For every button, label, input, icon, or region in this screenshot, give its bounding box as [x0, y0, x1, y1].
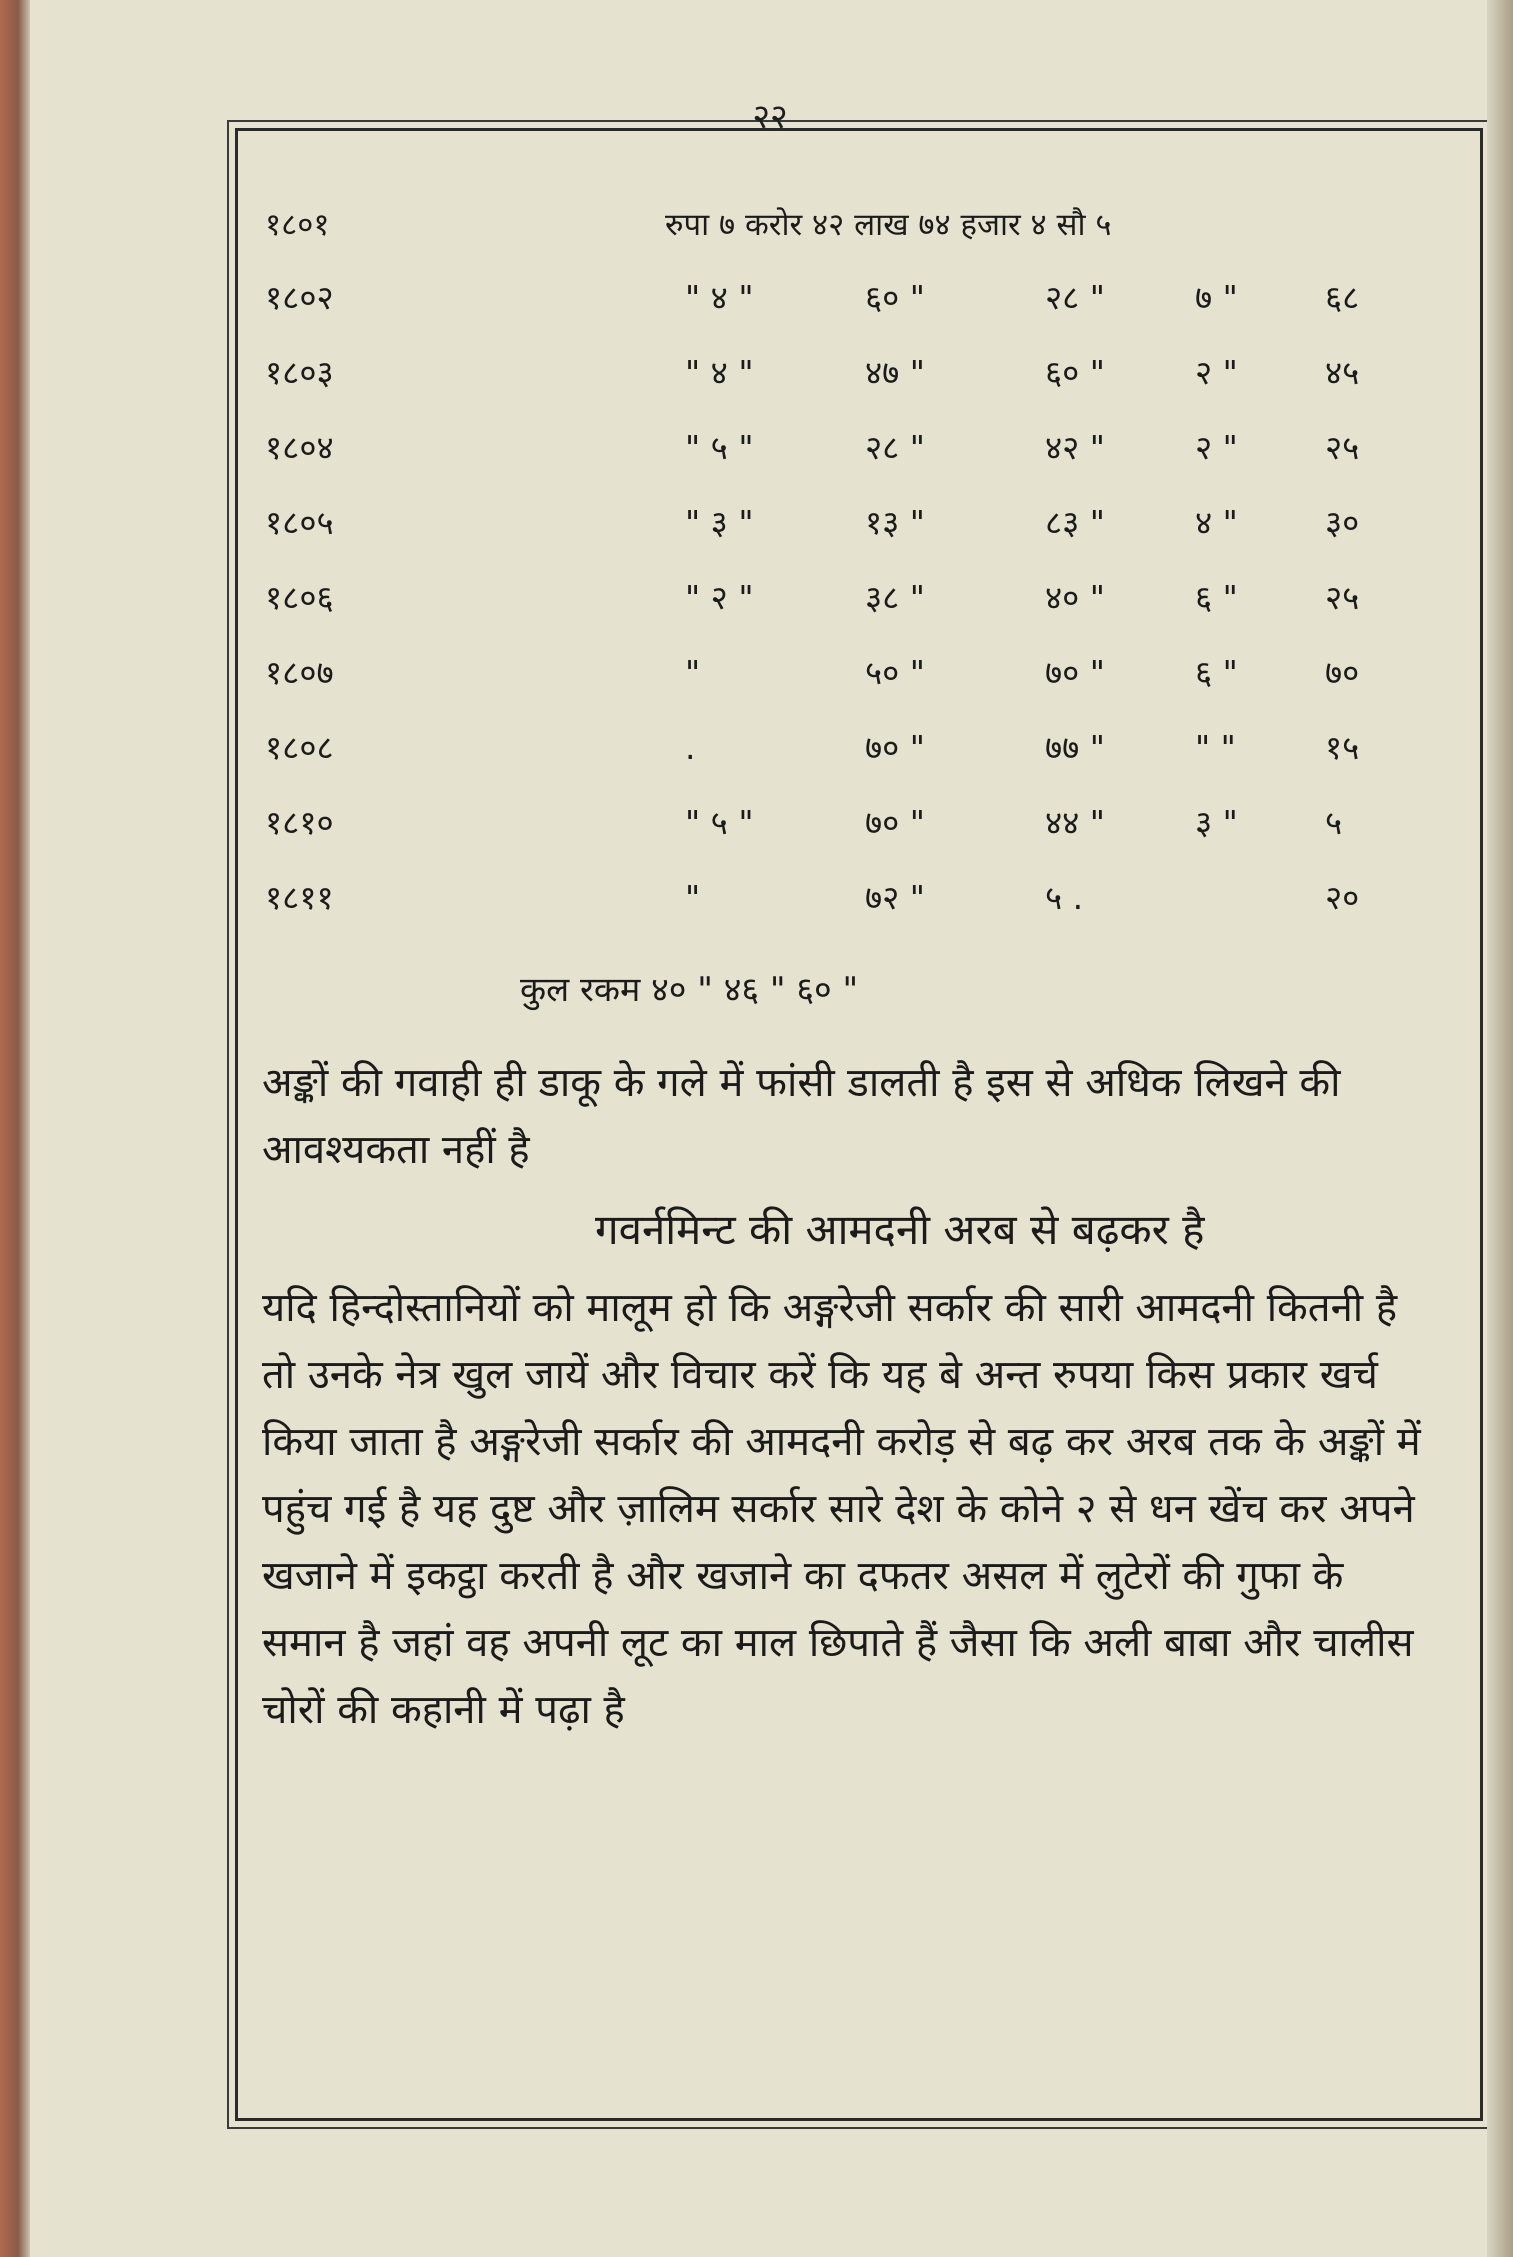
- section-heading: गवर्नमिन्ट की आमदनी अरब से बढ़कर है: [595, 1205, 1205, 1254]
- table-header-row: [265, 190, 1415, 260]
- table-crore-cell: ": [685, 878, 701, 917]
- table-rs-cell: ६८: [1325, 278, 1360, 317]
- table-crore-cell: ": [685, 653, 701, 692]
- table-sau-cell: २ ": [1195, 428, 1238, 467]
- table-rs-cell: ३०: [1325, 503, 1360, 542]
- table-hazar-cell: ६० ": [1045, 353, 1105, 392]
- table-row: [265, 563, 1415, 633]
- table-crore-cell: " ४ ": [685, 353, 754, 392]
- table-lakh-cell: ६० ": [865, 278, 925, 317]
- table-sau-cell: २ ": [1195, 353, 1238, 392]
- table-crore-cell: .: [685, 728, 696, 767]
- table-total-row: कुल रकम ४० " ४६ " ६० ": [520, 970, 859, 1010]
- page-edge-right: [1487, 0, 1513, 2257]
- table-row: [265, 263, 1415, 333]
- table-year-cell: १८०२: [265, 278, 334, 317]
- table-sau-cell: ४ ": [1195, 503, 1238, 542]
- paragraph-body: यदि हिन्दोस्तानियों को मालूम हो कि अङ्गरेजी सर्कार की सारी आमदनी कितनी है तो उनके नेत्र खुल जायें और विचार करें कि यह बे अन्त रुपया किस प्रकार खर्च किया जाता है अङ्गरेजी सर्कार की आमदनी करोड़ से बढ़ कर अरब तक के अङ्कों में पहुंच गई है यह दुष्ट और ज़ालिम सर्कार सारे देश के कोने २ से धन खेंच कर अपने खजाने में इकट्ठा करती है और खजाने का दफतर असल में लुटेरों की गुफा के समान है जहां वह अपनी लूट का माल छिपाते हैं जैसा कि अली बाबा और चालीस चोरों की कहानी में पढ़ा है: [262, 1285, 1421, 1733]
- table-crore-cell: " २ ": [685, 578, 754, 617]
- table-year-cell: १८०३: [265, 353, 334, 392]
- table-hazar-cell: ४४ ": [1045, 803, 1105, 842]
- table-lakh-cell: ७२ ": [865, 878, 925, 917]
- table-rs-cell: ४५: [1325, 353, 1360, 392]
- table-row: [265, 338, 1415, 408]
- table-hazar-cell: २८ ": [1045, 278, 1105, 317]
- table-lakh-cell: १३ ": [865, 503, 925, 542]
- table-hazar-cell: ७० ": [1045, 653, 1105, 692]
- table-year-cell: १८०१: [265, 207, 330, 243]
- table-crore-cell: " ५ ": [685, 803, 754, 842]
- table-lakh-cell: ४७ ": [865, 353, 925, 392]
- paragraph-intro: अङ्कों की गवाही ही डाकू के गले में फांसी डालती है इस से अधिक लिखने की आवश्यकता नहीं है: [262, 1060, 1341, 1173]
- page-edge-left: [0, 0, 30, 2257]
- table-rs-cell: ७०: [1325, 653, 1360, 692]
- table-year-cell: १८०८: [265, 728, 334, 767]
- table-year-cell: १८०७: [265, 653, 334, 692]
- table-crore-cell: " ४ ": [685, 278, 754, 317]
- table-header-text: रुपा ७ करोर ४२ लाख ७४ हजार ४ सौ ५: [665, 207, 1112, 243]
- table-sau-cell: ७ ": [1195, 278, 1238, 317]
- table-lakh-cell: ७० ": [865, 803, 925, 842]
- table-year-cell: १८०६: [265, 578, 334, 617]
- table-row: [265, 413, 1415, 483]
- table-sau-cell: ६ ": [1195, 578, 1238, 617]
- table-hazar-cell: ७७ ": [1045, 728, 1105, 767]
- table-row: [265, 713, 1415, 783]
- table-rs-cell: २०: [1325, 878, 1360, 917]
- table-lakh-cell: ७० ": [865, 728, 925, 767]
- table-crore-cell: " ३ ": [685, 503, 754, 542]
- table-rs-cell: १५: [1325, 728, 1360, 767]
- table-sau-cell: ३ ": [1195, 803, 1238, 842]
- table-rs-cell: २५: [1325, 578, 1360, 617]
- page-number: २२: [752, 97, 788, 137]
- table-rs-cell: ५: [1325, 803, 1343, 842]
- table-lakh-cell: २८ ": [865, 428, 925, 467]
- table-year-cell: १८०४: [265, 428, 334, 467]
- table-row: [265, 788, 1415, 858]
- table-row: [265, 863, 1415, 933]
- table-row: [265, 488, 1415, 558]
- table-lakh-cell: ५० ": [865, 653, 925, 692]
- table-year-cell: १८०५: [265, 503, 334, 542]
- table-crore-cell: " ५ ": [685, 428, 754, 467]
- table-hazar-cell: ५ .: [1045, 878, 1084, 917]
- table-hazar-cell: ४२ ": [1045, 428, 1105, 467]
- table-year-cell: १८१०: [265, 803, 334, 842]
- table-rs-cell: २५: [1325, 428, 1360, 467]
- table-lakh-cell: ३८ ": [865, 578, 925, 617]
- table-year-cell: १८११: [265, 878, 334, 917]
- table-sau-cell: " ": [1195, 728, 1236, 767]
- table-hazar-cell: ४० ": [1045, 578, 1105, 617]
- table-hazar-cell: ८३ ": [1045, 503, 1105, 542]
- table-sau-cell: ६ ": [1195, 653, 1238, 692]
- table-row: [265, 638, 1415, 708]
